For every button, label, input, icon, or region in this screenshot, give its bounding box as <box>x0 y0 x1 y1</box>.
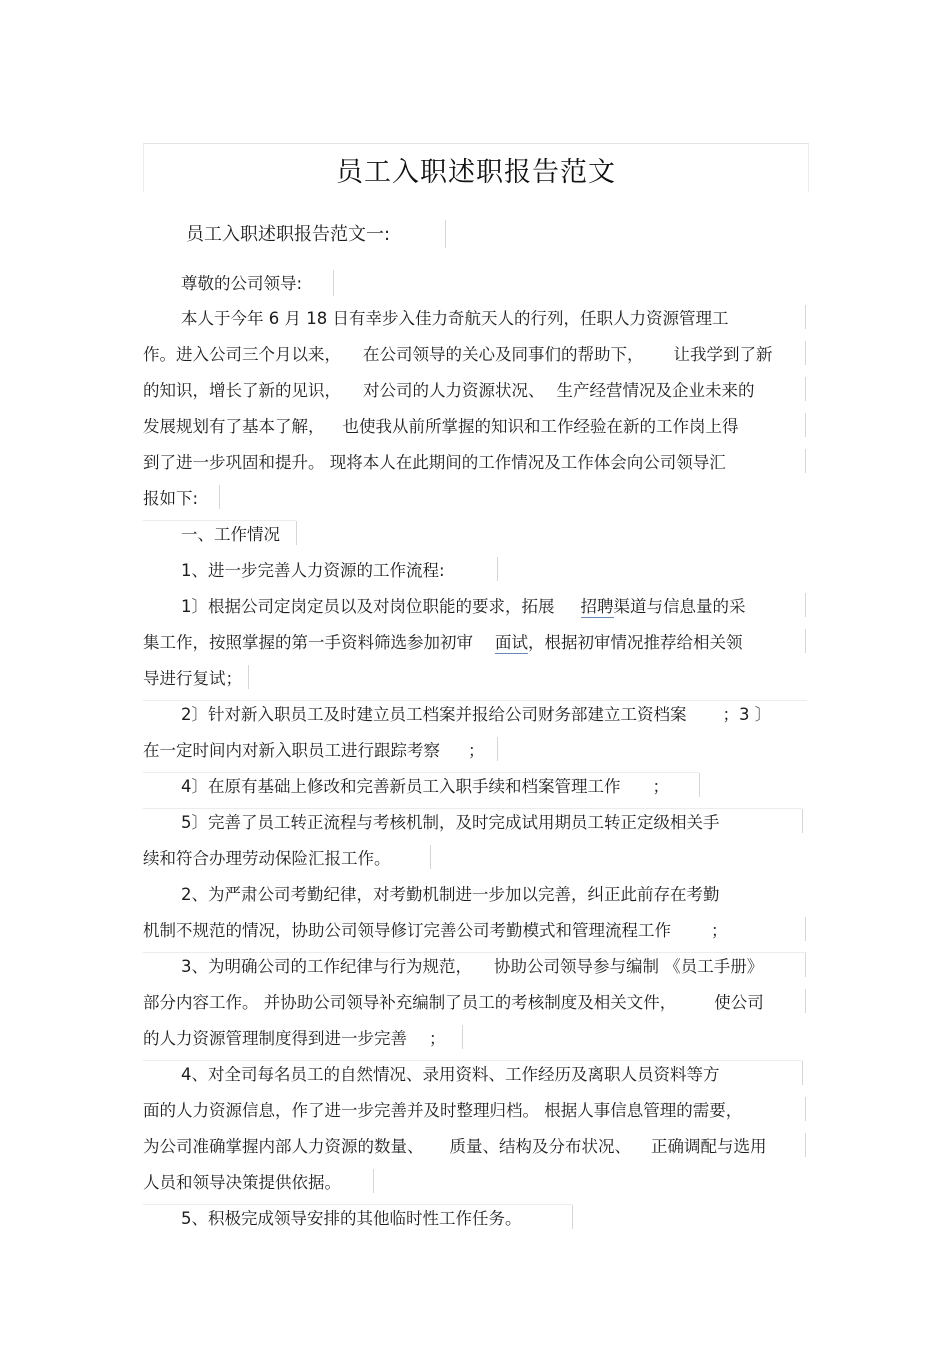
list-item: 在一定时间内对新入职员工进行跟踪考察 ； <box>143 741 485 760</box>
divider <box>802 1061 803 1085</box>
title-box <box>143 143 809 192</box>
divider <box>333 270 334 296</box>
recruit-link[interactable]: 招聘 <box>580 597 614 616</box>
divider <box>805 1133 806 1157</box>
list-item: 5、积极完成领导安排的其他临时性工作任务。 <box>181 1209 522 1228</box>
divider <box>219 485 220 509</box>
list-item: 1〕根据公司定岗定员以及对岗位职能的要求，拓展 招聘渠道与信息量的采 <box>181 597 746 616</box>
paragraph-line: 到了进一步巩固和提升。 现将本人在此期间的工作情况及工作体会向公司领导汇 <box>143 453 726 472</box>
divider <box>373 1169 374 1193</box>
paragraph-line: 作。进入公司三个月以来， 在公司领导的关心及同事们的帮助下， 让我学到了新 <box>143 345 773 364</box>
divider <box>430 845 431 869</box>
divider <box>805 629 806 653</box>
salutation: 尊敬的公司领导: <box>181 274 303 293</box>
rule <box>143 1060 802 1061</box>
divider <box>805 413 806 437</box>
paragraph-line: 的知识，增长了新的见识， 对公司的人力资源状况、 生产经营情况及企业未来的 <box>143 381 755 400</box>
list-item: 部分内容工作。 并协助公司领导补充编制了员工的考核制度及相关文件， 使公司 <box>143 993 764 1012</box>
list-item: 5〕完善了员工转正流程与考核机制，及时完成试用期员工转正定级相关手 <box>181 813 720 832</box>
list-item: 导进行复试； <box>143 669 242 688</box>
divider <box>805 449 806 473</box>
divider <box>805 341 806 365</box>
interview-link[interactable]: 面试 <box>495 633 528 652</box>
divider <box>805 953 806 977</box>
rule <box>143 808 802 809</box>
divider <box>802 809 803 833</box>
list-item: 1、进一步完善人力资源的工作流程: <box>181 561 445 580</box>
rule <box>143 1204 572 1205</box>
list-item: 2〕针对新入职员工及时建立员工档案并报给公司财务部建立工资档案 ；3 〕 <box>181 705 772 724</box>
divider <box>805 989 806 1013</box>
list-item: 的人力资源管理制度得到进一步完善 ； <box>143 1029 446 1048</box>
list-item: 2、为严肃公司考勤纪律，对考勤机制进一步加以完善，纠正此前存在考勤 <box>181 885 720 904</box>
list-item: 续和符合办理劳动保险汇报工作。 <box>143 849 391 868</box>
list-item: 为公司准确掌握内部人力资源的数量、 质量、结构及分布状况、 正确调配与选用 <box>143 1137 767 1156</box>
paragraph-line: 发展规划有了基本了解， 也使我从前所掌握的知识和工作经验在新的工作岗上得 <box>143 417 739 436</box>
divider <box>296 521 297 545</box>
divider <box>497 737 498 761</box>
rule <box>143 952 807 953</box>
list-item: 机制不规范的情况，协助公司领导修订完善公司考勤模式和管理流程工作 ； <box>143 921 728 940</box>
divider <box>805 917 806 941</box>
divider <box>497 557 498 581</box>
divider <box>805 1097 806 1121</box>
list-item: 4、对全司每名员工的自然情况、录用资料、工作经历及离职人员资料等方 <box>181 1065 720 1084</box>
rule <box>143 700 807 701</box>
divider <box>805 377 806 401</box>
divider <box>445 220 446 248</box>
rule <box>143 520 296 521</box>
document-title: 员工入职述职报告范文 <box>336 157 616 188</box>
rule <box>143 772 699 773</box>
divider <box>805 593 806 617</box>
section-heading: 一、工作情况 <box>181 525 280 544</box>
list-item: 集工作，按照掌握的第一手资料筛选参加初审 面试，根据初审情况推荐给相关领 <box>143 633 743 652</box>
list-item: 人员和领导决策提供依据。 <box>143 1173 341 1192</box>
divider <box>572 1205 573 1229</box>
divider <box>805 305 806 329</box>
divider <box>248 665 249 689</box>
divider <box>699 773 700 797</box>
paragraph-line: 本人于今年 6 月 18 日有幸步入佳力奇航天人的行列，任职人力资源管理工 <box>181 309 729 328</box>
list-item: 4〕在原有基础上修改和完善新员工入职手续和档案管理工作 ； <box>181 777 669 796</box>
paragraph-line: 报如下: <box>143 489 199 508</box>
divider <box>462 1025 463 1049</box>
list-item: 3、为明确公司的工作纪律与行为规范， 协助公司领导参与编制 《员工手册》 <box>181 957 764 976</box>
list-item: 面的人力资源信息，作了进一步完善并及时整理归档。 根据人事信息管理的需要， <box>143 1101 743 1120</box>
subtitle: 员工入职述职报告范文一: <box>186 224 391 245</box>
